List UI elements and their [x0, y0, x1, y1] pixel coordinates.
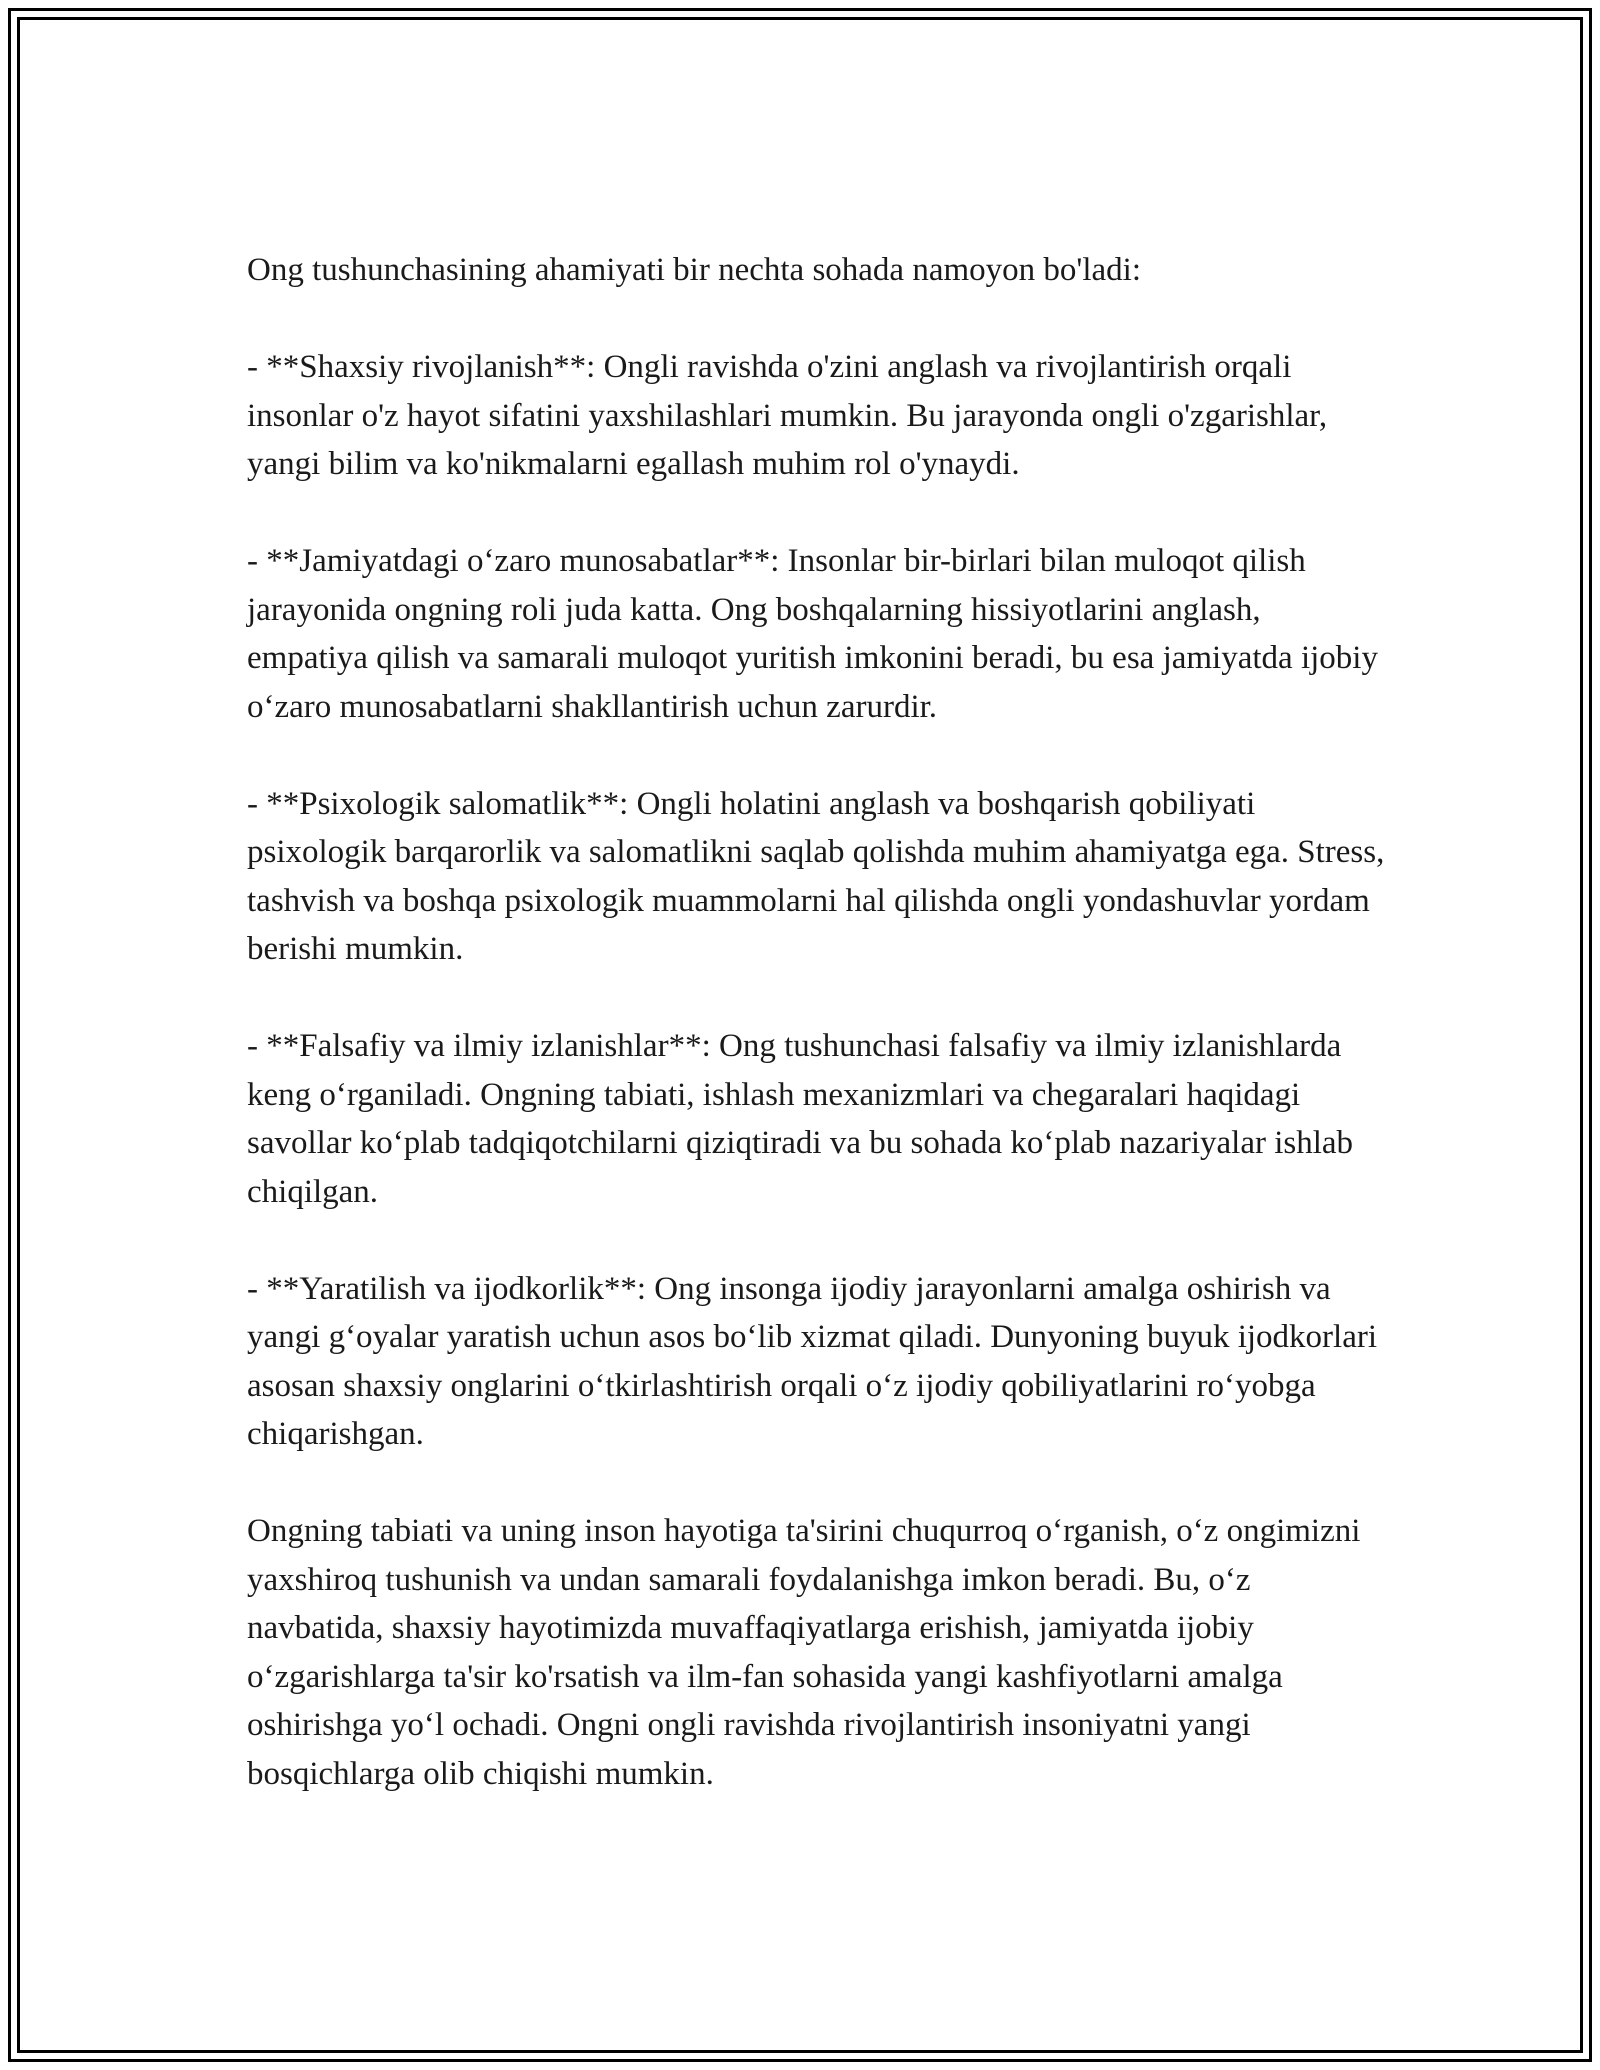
- item-yaratilish-ijodkorlik: - **Yaratilish va ijodkorlik**: Ong insonga ijodiy jarayonlarni amalga oshirish va yangi g‘oyalar yaratish uchun asos bo‘lib xizmat qiladi. Dunyoning buyuk ijodkorlari asosan shaxsiy onglarini o‘tkirlashtirish orqali o‘z ijodiy qobiliyatlarini ro‘yobga chiqarishgan.: [247, 1270, 1378, 1452]
- page-frame: [8, 8, 1592, 2062]
- item-jamiyatdagi-munosabatlar: - **Jamiyatdagi o‘zaro munosabatlar**: Insonlar bir-birlari bilan muloqot qilish jarayonida ongning roli juda katta. Ong boshqalarning hissiyotlarini anglash, empatiya qilish va samarali muloqot yuritish imkonini beradi, bu esa jamiyatda ijobiy o‘zaro munosabatlarni shakllantirish uchun zarurdir.: [247, 543, 1378, 725]
- conclusion-paragraph: Ongning tabiati va uning inson hayotiga ta'sirini chuqurroq o‘rganish, o‘z ongimizni yaxshiroq tushunish va undan samarali foydalanishga imkon beradi. Bu, o‘z navbatida, shaxsiy hayotimizda muvaffaqiyatlarga erishish, jamiyatda ijobiy o‘zgarishlarga ta'sir ko'rsatish va ilm-fan sohasida yangi kashfiyotlarni amalga oshirishga yo‘l ochadi. Ongni ongli ravishda rivojlantirish insoniyatni yangi bosqichlarga olib chiqishi mumkin.: [247, 1513, 1361, 1792]
- document-body: [247, 246, 1387, 1798]
- item-shaxsiy-rivojlanish: - **Shaxsiy rivojlanish**: Ongli ravishda o'zini anglash va rivojlantirish orqali insonlar o'z hayot sifatini yaxshilashlari mumkin. Bu jarayonda ongli o'zgarishlar, yangi bilim va ko'nikmalarni egallash muhim rol o'ynaydi.: [247, 349, 1328, 482]
- item-falsafiy-izlanishlar: - **Falsafiy va ilmiy izlanishlar**: Ong tushunchasi falsafiy va ilmiy izlanishlarda keng o‘rganiladi. Ongning tabiati, ishlash mexanizmlari va chegaralari haqidagi savollar ko‘plab tadqiqotchilarni qiziqtiradi va bu sohada ko‘plab nazariyalar ishlab chiqilgan.: [247, 1028, 1354, 1210]
- item-psixologik-salomatlik: - **Psixologik salomatlik**: Ongli holatini anglash va boshqarish qobiliyati psixologik barqarorlik va salomatlikni saqlab qolishda muhim ahamiyatga ega. Stress, tashvish va boshqa psixologik muammolarni hal qilishda ongli yondashuvlar yordam berishi mumkin.: [247, 785, 1385, 967]
- intro-paragraph: Ong tushunchasining ahamiyati bir nechta sohada namoyon bo'ladi:: [247, 252, 1141, 288]
